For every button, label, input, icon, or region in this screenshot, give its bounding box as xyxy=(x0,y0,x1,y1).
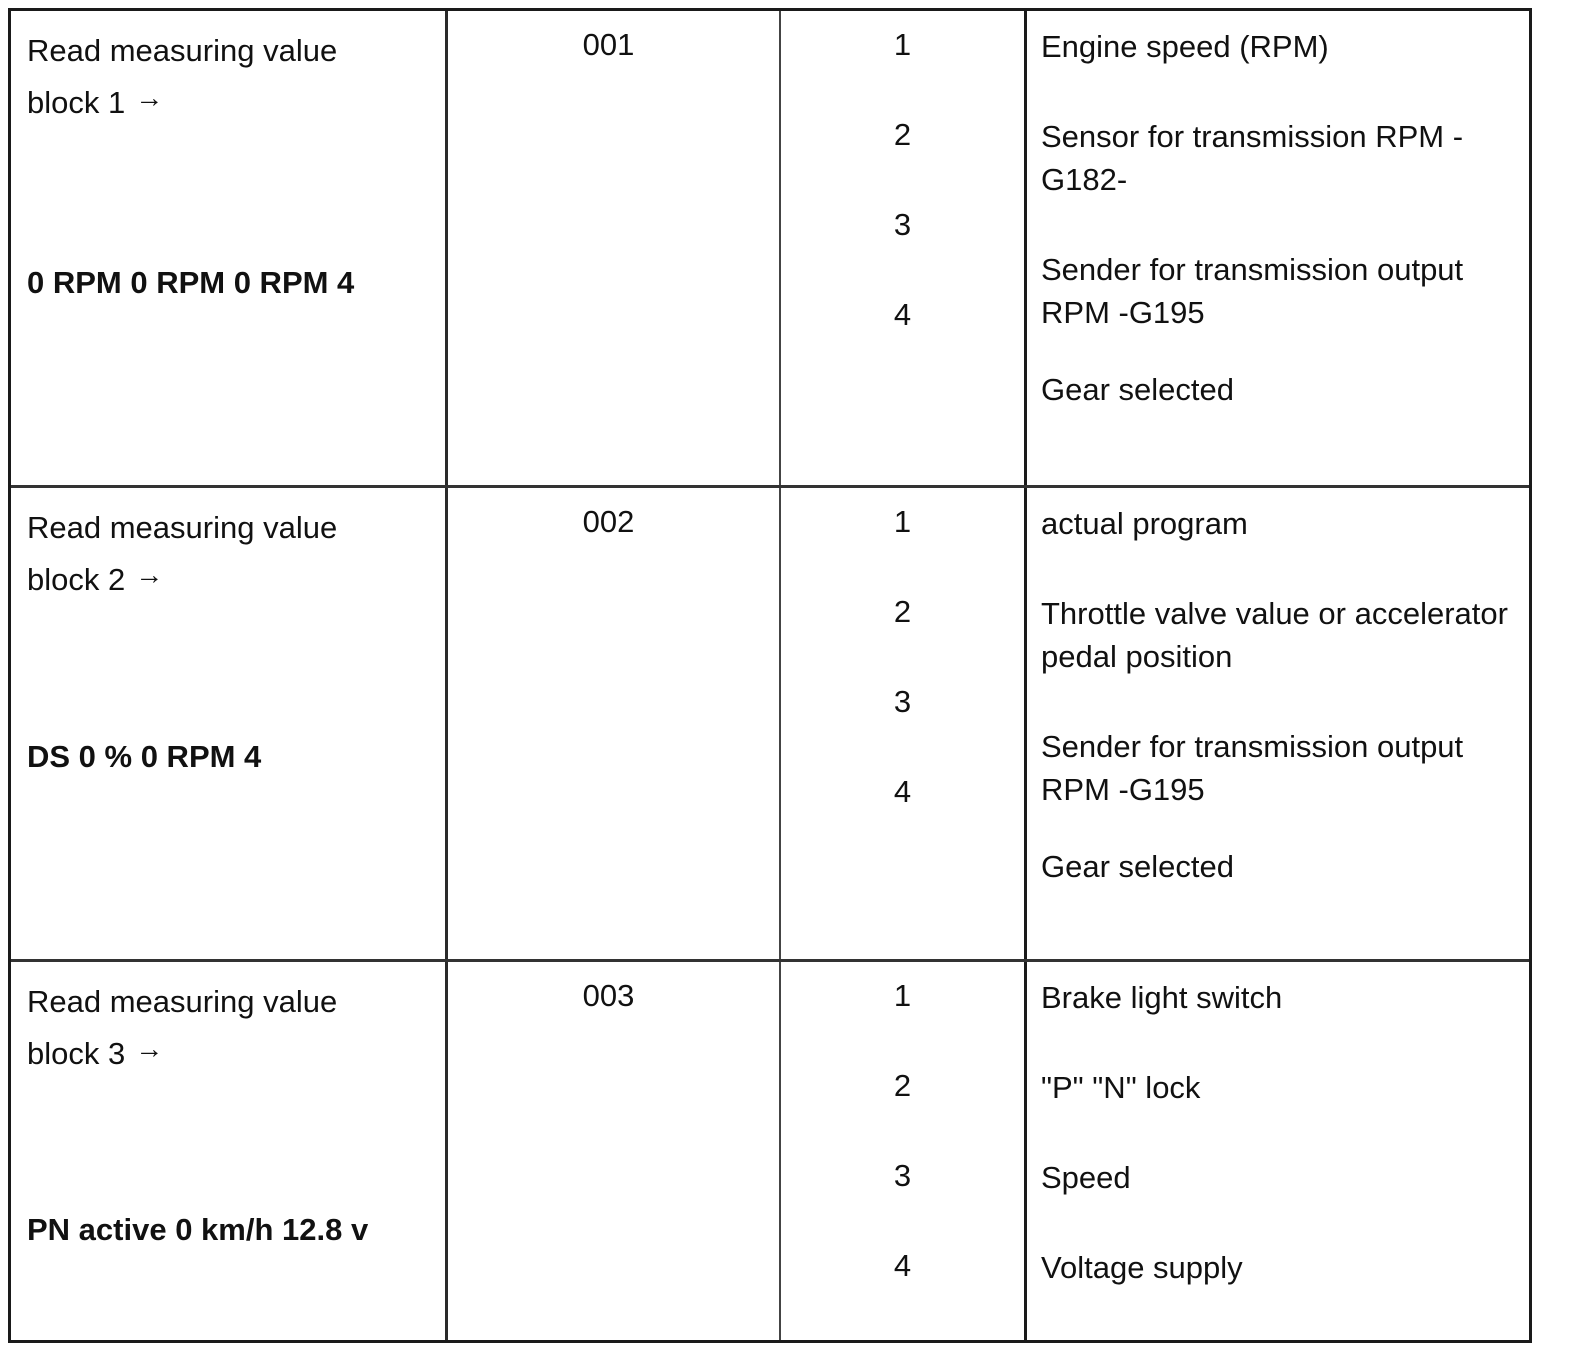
block-number-cell xyxy=(448,488,781,959)
field-number: 3 xyxy=(893,684,912,719)
label-line: Read measuring value xyxy=(27,33,338,68)
table-row xyxy=(11,962,1529,1340)
block-number: 002 xyxy=(582,504,635,539)
field-number: 4 xyxy=(893,774,912,809)
field-description: Brake light switch xyxy=(1041,980,1283,1015)
field-number: 4 xyxy=(893,1248,912,1283)
field-description: Sender for transmission output RPM -G195 xyxy=(1041,729,1464,807)
field-number: 2 xyxy=(893,117,912,152)
field-number: 2 xyxy=(893,594,912,629)
block-label: block 3 xyxy=(27,1036,126,1071)
description-cell xyxy=(1027,962,1529,1340)
field-description: Gear selected xyxy=(1041,849,1234,884)
table-row xyxy=(11,11,1529,488)
field-number: 1 xyxy=(893,504,912,539)
field-description: Throttle valve value or accelerator pedal position xyxy=(1041,596,1508,674)
description-cell xyxy=(1027,11,1529,485)
block-number: 001 xyxy=(582,27,635,62)
field-number: 1 xyxy=(893,27,912,62)
field-number: 4 xyxy=(893,297,912,332)
field-number-cell xyxy=(781,962,1027,1340)
display-value: 0 RPM 0 RPM 0 RPM 4 xyxy=(27,265,355,300)
field-number: 2 xyxy=(893,1068,912,1103)
block-number-cell xyxy=(448,11,781,485)
label-cell xyxy=(11,488,448,959)
arrow-right-icon: → xyxy=(135,82,164,113)
display-value: PN active 0 km/h 12.8 v xyxy=(27,1212,369,1247)
field-description: Speed xyxy=(1041,1160,1131,1195)
label-cell xyxy=(11,11,448,485)
block-label: block 1 xyxy=(27,85,126,120)
field-description: actual program xyxy=(1041,506,1248,541)
label-line: Read measuring value xyxy=(27,984,338,1019)
block-number: 003 xyxy=(582,978,635,1013)
field-number-cell xyxy=(781,488,1027,959)
arrow-right-icon: → xyxy=(135,559,164,590)
field-description: Gear selected xyxy=(1041,372,1234,407)
measuring-value-table xyxy=(8,8,1532,1343)
description-cell xyxy=(1027,488,1529,959)
field-description: Voltage supply xyxy=(1041,1250,1243,1285)
label-line xyxy=(27,554,429,607)
label-line: Read measuring value xyxy=(27,510,338,545)
field-number: 3 xyxy=(893,1158,912,1193)
field-number: 3 xyxy=(893,207,912,242)
label-line xyxy=(27,77,429,130)
display-value: DS 0 % 0 RPM 4 xyxy=(27,739,262,774)
field-description: Sensor for transmission RPM - G182- xyxy=(1041,119,1464,197)
field-description: Sender for transmission output RPM -G195 xyxy=(1041,252,1464,330)
field-description: Engine speed (RPM) xyxy=(1041,29,1329,64)
field-number: 1 xyxy=(893,978,912,1013)
field-number-cell xyxy=(781,11,1027,485)
table-row xyxy=(11,488,1529,962)
block-number-cell xyxy=(448,962,781,1340)
label-line xyxy=(27,1028,429,1081)
arrow-right-icon: → xyxy=(135,1033,164,1064)
label-cell xyxy=(11,962,448,1340)
block-label: block 2 xyxy=(27,562,126,597)
field-description: "P" "N" lock xyxy=(1041,1070,1201,1105)
